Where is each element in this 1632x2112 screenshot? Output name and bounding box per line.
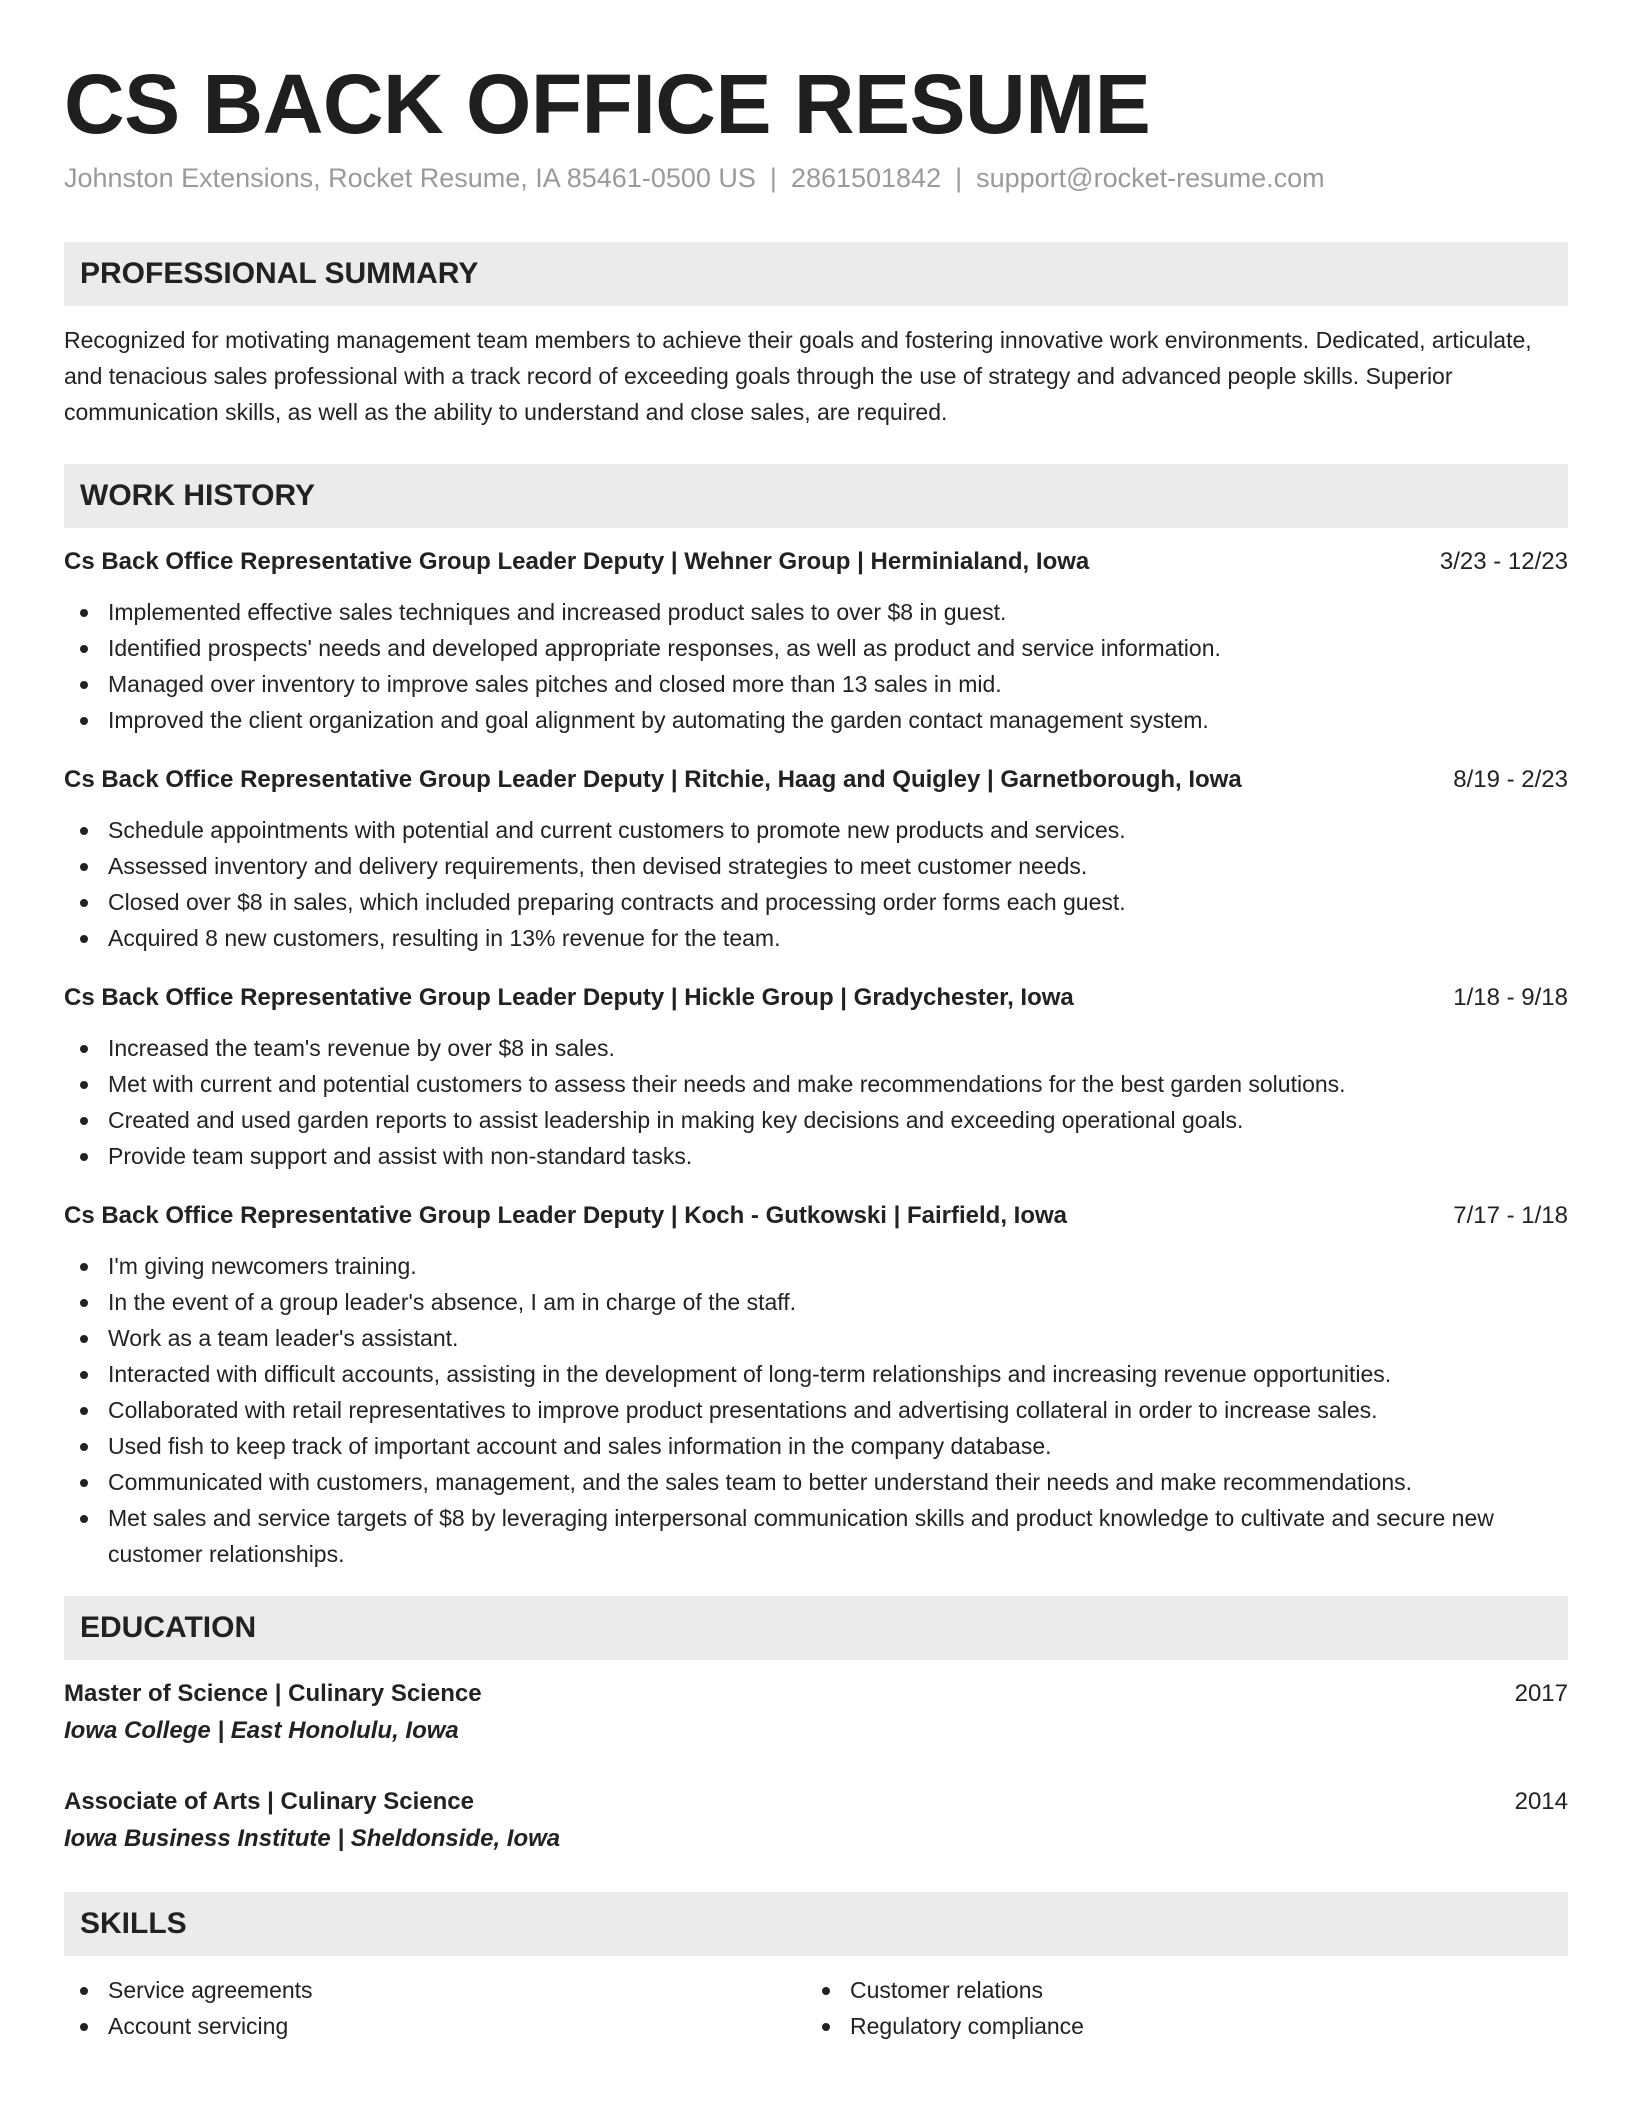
contact-separator: | (955, 163, 963, 193)
job-header (64, 544, 1568, 580)
skills-list (64, 1972, 1568, 2044)
job-bullet: Assessed inventory and delivery requirements, then devised strategies to meet customer needs. (64, 848, 1568, 884)
job-bullet: Met sales and service targets of $8 by leveraging interpersonal communication skills and product knowledge to cultivate and secure new customer relationships. (64, 1500, 1568, 1572)
contact-line (64, 160, 1568, 196)
section-header-work-history: WORK HISTORY (64, 464, 1568, 528)
job-bullets (64, 1030, 1568, 1174)
job-entry (64, 980, 1568, 1174)
skill-item: Regulatory compliance (806, 2008, 1548, 2044)
education-degree: Associate of Arts | Culinary Science (64, 1788, 474, 1815)
job-entry (64, 1198, 1568, 1572)
skill-item: Customer relations (806, 1972, 1548, 2008)
job-bullet: Used fish to keep track of important account and sales information in the company database. (64, 1428, 1568, 1464)
contact-phone: 2861501842 (790, 163, 942, 193)
work-history-list (64, 544, 1568, 1572)
job-dates: 1/18 - 9/18 (1453, 984, 1568, 1011)
job-bullet: Schedule appointments with potential and current customers to promote new products and services. (64, 812, 1568, 848)
education-school: Iowa Business Institute | Sheldonside, Iowa (64, 1825, 561, 1852)
education-entry (64, 1784, 1568, 1858)
skill-item: Service agreements (64, 1972, 806, 2008)
section-header-education: EDUCATION (64, 1596, 1568, 1660)
job-bullet: In the event of a group leader's absence, I am in charge of the staff. (64, 1284, 1568, 1320)
job-title: Cs Back Office Representative Group Leader Deputy | Wehner Group | Herminialand, Iowa (64, 548, 1090, 575)
job-bullet: Acquired 8 new customers, resulting in 13% revenue for the team. (64, 920, 1568, 956)
job-header (64, 980, 1568, 1016)
contact-separator: | (769, 163, 777, 193)
education-degree: Master of Science | Culinary Science (64, 1680, 482, 1707)
skills-column-left (64, 1972, 806, 2044)
job-bullet: Created and used garden reports to assist leadership in making key decisions and exceeding operational goals. (64, 1102, 1568, 1138)
education-header (64, 1784, 1568, 1820)
job-header (64, 762, 1568, 798)
contact-email: support@rocket-resume.com (976, 163, 1325, 193)
job-bullet: Identified prospects' needs and developed appropriate responses, as well as product and service information. (64, 630, 1568, 666)
job-bullet: I'm giving newcomers training. (64, 1248, 1568, 1284)
job-title: Cs Back Office Representative Group Leader Deputy | Ritchie, Haag and Quigley | Garnetborough, Iowa (64, 766, 1242, 793)
job-bullet: Communicated with customers, management, and the sales team to better understand their needs and make recommendations. (64, 1464, 1568, 1500)
job-bullet: Increased the team's revenue by over $8 in sales. (64, 1030, 1568, 1066)
resume-name: CS BACK OFFICE RESUME (64, 57, 1151, 151)
job-bullets (64, 812, 1568, 956)
job-title: Cs Back Office Representative Group Leader Deputy | Hickle Group | Gradychester, Iowa (64, 984, 1074, 1011)
job-bullet: Improved the client organization and goal alignment by automating the garden contact management system. (64, 702, 1568, 738)
job-title: Cs Back Office Representative Group Leader Deputy | Koch - Gutkowski | Fairfield, Iowa (64, 1202, 1068, 1229)
summary-text: Recognized for motivating management team members to achieve their goals and fostering innovative work environments. Dedicated, articulate, and tenacious sales professional with a track record of exceeding goals through the use of strategy and advanced people skills. Superior communication skills, as well as the ability to understand and close sales, are required. (64, 327, 1532, 425)
job-dates: 3/23 - 12/23 (1439, 548, 1568, 575)
education-header (64, 1676, 1568, 1712)
job-entry (64, 544, 1568, 738)
resume-page (64, 56, 1568, 2044)
job-bullet: Closed over $8 in sales, which included preparing contracts and processing order forms each guest. (64, 884, 1568, 920)
job-dates: 7/17 - 1/18 (1453, 1202, 1568, 1229)
job-bullet: Interacted with difficult accounts, assisting in the development of long-term relationships and increasing revenue opportunities. (64, 1356, 1568, 1392)
job-bullet: Provide team support and assist with non-standard tasks. (64, 1138, 1568, 1174)
skill-item: Account servicing (64, 2008, 806, 2044)
education-year: 2014 (1514, 1788, 1568, 1815)
job-header (64, 1198, 1568, 1234)
education-year: 2017 (1514, 1680, 1568, 1707)
job-dates: 8/19 - 2/23 (1453, 766, 1568, 793)
job-bullets (64, 1248, 1568, 1572)
job-entry (64, 762, 1568, 956)
education-school: Iowa College | East Honolulu, Iowa (64, 1717, 459, 1744)
job-bullet: Managed over inventory to improve sales pitches and closed more than 13 sales in mid. (64, 666, 1568, 702)
job-bullet: Collaborated with retail representatives to improve product presentations and advertising collateral in order to increase sales. (64, 1392, 1568, 1428)
job-bullet: Implemented effective sales techniques and increased product sales to over $8 in guest. (64, 594, 1568, 630)
education-entry (64, 1676, 1568, 1750)
contact-address: Johnston Extensions, Rocket Resume, IA 85461-0500 US (64, 163, 756, 193)
job-bullet: Met with current and potential customers to assess their needs and make recommendations for the best garden solutions. (64, 1066, 1568, 1102)
job-bullet: Work as a team leader's assistant. (64, 1320, 1568, 1356)
job-bullets (64, 594, 1568, 738)
section-header-skills: SKILLS (64, 1892, 1568, 1956)
skills-column-right (806, 1972, 1548, 2044)
section-header-summary: PROFESSIONAL SUMMARY (64, 242, 1568, 306)
